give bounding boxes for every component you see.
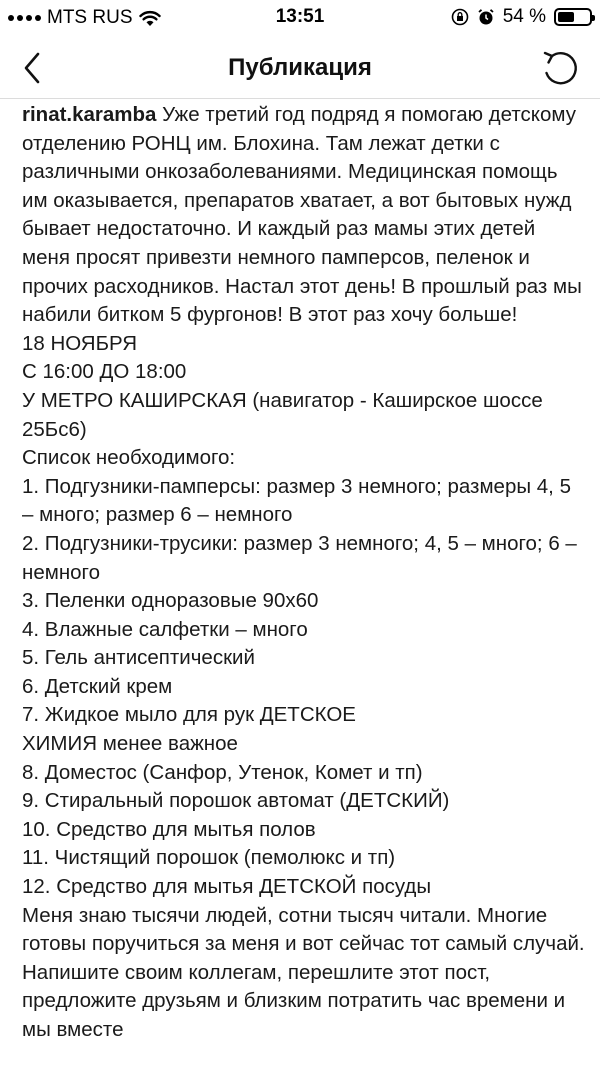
caption-line: 2. Подгузники-трусики: размер 3 немного; 4, 5 – много; 6 – немного <box>22 531 577 584</box>
battery-percent: 54 % <box>502 6 546 27</box>
caption-line: Список необходимого: <box>22 446 236 470</box>
status-right <box>451 6 592 28</box>
caption-line: 1. Подгузники-памперсы: размер 3 немного; размеры 4, 5 – много; размер 6 – немного <box>22 474 571 527</box>
navigation-bar <box>0 36 600 99</box>
caption-intro-text: Уже третий год подряд я помогаю детскому отделению РОНЦ им. Блохина. Там лежат детки с различными онкозаболеваниями. Медицинская помощь им оказывается, препаратов хватает, а вот бытовых нужд бывает недостаточно. И каждый раз мамы этих детей меня просят привезти немного памперсов, пеленок и прочих расходников. Настал этот день! В прошлый раз мы набили битком 5 фургонов! В этот раз хочу больше! <box>22 103 582 327</box>
refresh-button[interactable] <box>538 46 582 90</box>
caption-line: 5. Гель антисептический <box>22 646 255 670</box>
caption-line: 11. Чистящий порошок (пемолюкс и тп) <box>22 846 396 870</box>
alarm-icon <box>477 8 495 26</box>
post-caption <box>22 101 586 1045</box>
refresh-icon <box>538 46 582 90</box>
caption-line: 6. Детский крем <box>22 674 173 698</box>
caption-line: 8. Доместос (Санфор, Утенок, Комет и тп) <box>22 760 423 784</box>
caption-line: ХИМИЯ менее важное <box>22 732 238 756</box>
caption-line: Меня знаю тысячи людей, сотни тысяч читали. Многие готовы поручиться за меня и вот сейчас тот самый случай. Напишите своим коллегам, перешлите этот пост, предложите друзьям и близким потратить час времени и мы вместе <box>22 903 585 1041</box>
page-title: Публикация <box>228 54 372 81</box>
battery-icon <box>554 8 592 26</box>
caption-line: У МЕТРО КАШИРСКАЯ (навигатор - Каширское шоссе 25Бс6) <box>22 388 543 441</box>
orientation-lock-icon <box>451 8 469 26</box>
caption-line: 4. Влажные салфетки – много <box>22 617 308 641</box>
caption-line: 3. Пеленки одноразовые 90х60 <box>22 589 319 613</box>
caption-line: С 16:00 ДО 18:00 <box>22 360 187 384</box>
caption-intro <box>22 101 586 330</box>
caption-line: 7. Жидкое мыло для рук ДЕТСКОЕ <box>22 703 356 727</box>
status-bar <box>0 0 600 36</box>
status-time: 13:51 <box>275 6 325 27</box>
caption-line: 12. Средство для мытья ДЕТСКОЙ посуды <box>22 875 432 899</box>
battery-level <box>558 12 574 22</box>
caption-line: 10. Средство для мытья полов <box>22 817 316 841</box>
carrier-name: MTS RUS <box>47 7 133 28</box>
caption-line: 18 НОЯБРЯ <box>22 331 138 355</box>
username-link[interactable]: rinat.karamba <box>22 103 157 126</box>
caption-line: 9. Стиральный порошок автомат (ДЕТСКИЙ) <box>22 789 450 813</box>
